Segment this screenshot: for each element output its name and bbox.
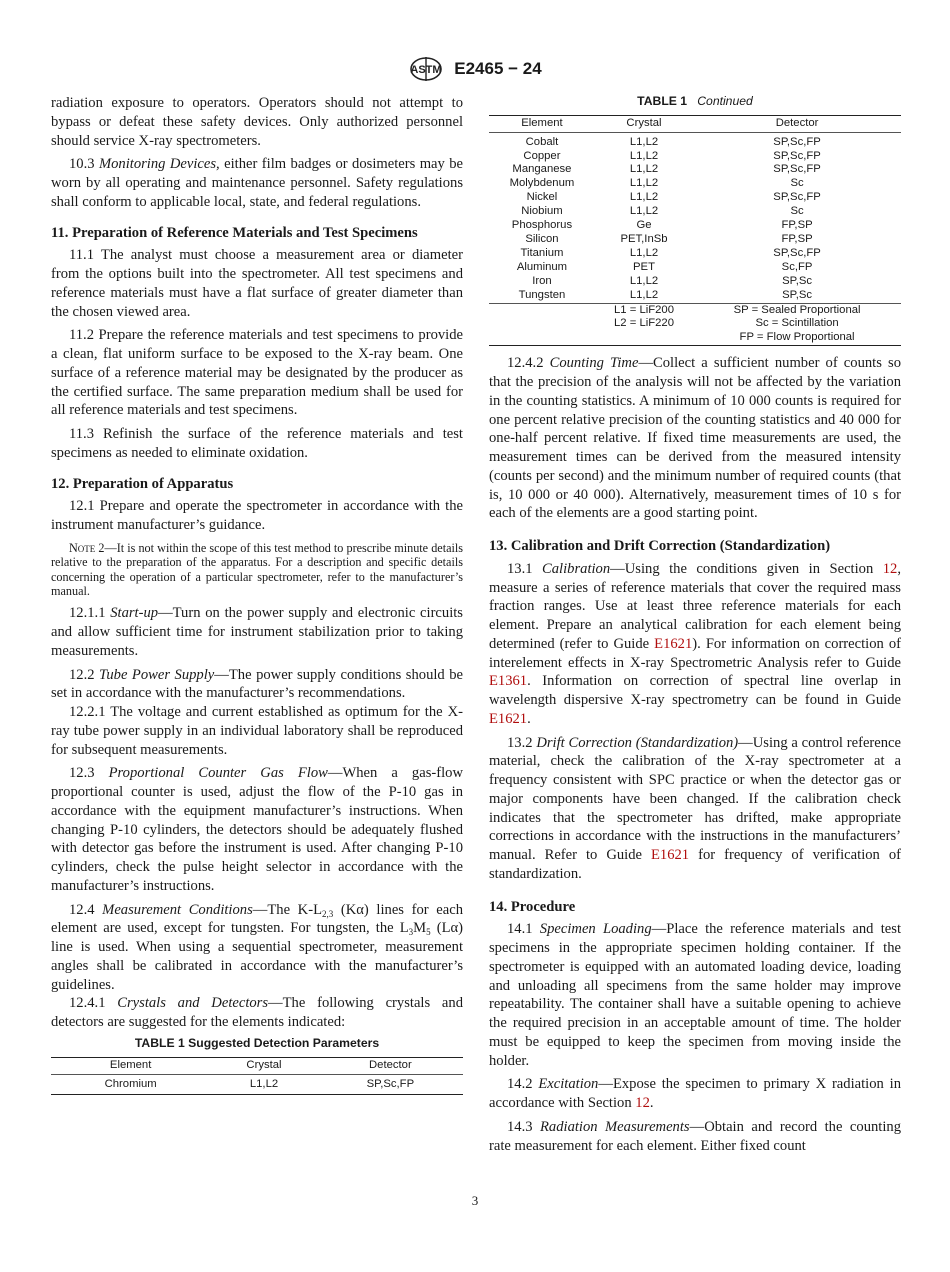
- table-1-continued-caption: TABLE 1 Continued: [637, 94, 753, 108]
- paragraph-12-2: 12.2 Tube Power Supply—The power supply conditions should be set in accordance with the manufacturer’s recommendations.: [51, 666, 463, 702]
- table-row: Phosphorus Ge FP,SP: [511, 219, 813, 232]
- astm-logo-icon: [408, 56, 444, 82]
- note-2: Note 2—It is not within the scope of this test method to prescribe minute details relative to the preparation of the apparatus. For a description and specific details concerning the operation of a particular spectrometer, refer to the manufacturer’s manual.: [51, 540, 464, 598]
- table-row: Cobalt L1,L2 SP,Sc,FP: [525, 135, 821, 148]
- column-header: Crystal: [595, 115, 693, 132]
- paragraph-13-2: 13.2 Drift Correction (Standardization)—Using a control reference material, check the calibration of the X-ray spectrometer at a frequency consistent with SPC practice or when the detector gas or major components have been changed. If the calibration check indicates that the spectrometer has drifted, make appropriate corrections in accordance with the instructions in the manufacturers’ manual. Refer to Guide E1621 for frequency of verification of standardization.: [489, 734, 902, 882]
- table-row: Chromium L1,L2 SP,Sc,FP: [51, 1074, 463, 1095]
- standard-designation: E2465 − 24: [454, 59, 542, 78]
- paragraph-12-4-1: 12.4.1 Crystals and Detectors—The following crystals and detectors are suggested for the elements indicated:: [51, 995, 463, 1031]
- section-heading-14: 14. Procedure: [489, 898, 576, 915]
- section-heading-13: 13. Calibration and Drift Correction (Standardization): [489, 538, 831, 554]
- left-column: [51, 94, 463, 1095]
- e1361-link[interactable]: E1361: [489, 673, 528, 690]
- paragraph-intro: radiation exposure to operators. Operators should not attempt to bypass or defeat these safety devices. Only authorized personnel should service X-ray spectrometers.: [51, 95, 463, 149]
- paragraph-12-1-1: 12.1.1 Start-up—Turn on the power supply and electronic circuits and allow sufficient time for instrument stabilization prior to taking measurements.: [51, 605, 463, 659]
- paragraph-10-3: 10.3 Monitoring Devices, either film badges or dosimeters may be worn by all operating and maintenance personnel. Safety regulations shall conform to applicable local, state, and federal regulations.: [51, 156, 464, 210]
- right-column: [489, 94, 901, 1160]
- paragraph-11-1: 11.1 The analyst must choose a measurement area or diameter from the options built into the spectrometer. All test specimens and reference materials must have a flat surface of greater diameter than the chosen viewed area.: [51, 247, 463, 320]
- page-header: [0, 56, 950, 82]
- paragraph-14-1: 14.1 Specimen Loading—Place the reference materials and test specimens in the appropriate specimen holding container. If the spectrometer is equipped with an automated loading device, loading and unloading all specimens from the same holder may improve repeatability. The container shall have a suitable opening to achieve the required precision in an acceptable amount of time. The holder must be equipped to keep the specimen from moving inside the holder.: [489, 921, 901, 1069]
- paragraph-12-3: 12.3 Proportional Counter Gas Flow—When a gas-flow proportional counter is used, adjust the flow of the P-10 gas in accordance with the equipment manufacturer’s instructions. When changing P-10 cylinders, the detectors should be adequately flushed with detector gas before the instrument is used. After changing P-10 cylinders, check the pulse height selector in accordance with the manufacturer’s instructions.: [51, 765, 464, 894]
- e1621-link[interactable]: E1621: [654, 635, 693, 652]
- section-12-link[interactable]: 12: [635, 1095, 650, 1111]
- table-row: Titanium L1,L2 SP,Sc,FP: [520, 246, 821, 259]
- paragraph-14-2: 14.2 Excitation—Expose the specimen to primary X radiation in accordance with Section 12.: [489, 1076, 902, 1111]
- column-header: Detector: [318, 1057, 463, 1074]
- paragraph-12-4-2: 12.4.2 Counting Time—Collect a sufficient number of counts so that the precision of the analysis will not be affected by the variation in the counting statistics. A minimum of 10 000 counts is required for one percent relative precision of the counting statistics and 40 000 for one-half percent relative. If fixed time measurements are used, the measurement times can be derived from the measured intensity (counts per second) and the minimum number of required counts (that is, 10 000 or 40 000). Alternatively, measurement times of 10 s for each of the elements are a good starting point.: [489, 355, 901, 522]
- column-header: Element: [489, 115, 595, 132]
- table-legend-row: L1 = LiF200 SP = Sealed Proportional: [489, 303, 901, 317]
- column-header: Detector: [693, 115, 901, 132]
- table-row: Copper L1,L2 SP,Sc,FP: [523, 149, 821, 162]
- section-heading-12: 12. Preparation of Apparatus: [51, 475, 234, 492]
- column-header: Crystal: [210, 1057, 317, 1074]
- table-1: [51, 1057, 463, 1096]
- table-row: Manganese L1,L2 SP,Sc,FP: [512, 163, 821, 176]
- column-header: Element: [51, 1057, 210, 1074]
- e1621-link[interactable]: E1621: [651, 847, 690, 863]
- e1621-link[interactable]: E1621: [489, 710, 528, 727]
- table-legend-row: L2 = LiF220 Sc = Scintillation: [614, 317, 839, 330]
- table-row: Molybdenum L1,L2 Sc: [509, 177, 804, 190]
- section-12-link[interactable]: 12: [882, 560, 898, 577]
- paragraph-12-1: 12.1 Prepare and operate the spectrometer in accordance with the instrument manufacturer’s guidance.: [51, 498, 463, 533]
- paragraph-12-4: 12.4 Measurement Conditions—The $K-L_{2,3}$ (Kα) lines for each element are used, except for tungsten. For tungsten, the $L_3M_5$ (Lα) line is used. When using a sequential spectrometer, measurement angles shall be calibrated in accordance with the manufacturer’s guidelines.: [51, 901, 463, 993]
- table-row: Niobium L1,L2 Sc: [521, 205, 804, 218]
- paragraph-13-1: 13.1 Calibration—Using the conditions given in Section 12, measure a series of reference materials that cover the required mass fraction ranges. Use at least three reference materials for each element. Prepare an analytical calibration for each element being determined (refer to Guide E1621). For information on correction of interelement effects in X-ray Spectrometric Analysis refer to Guide E1361. Information on correction of spectral line overlap in wavelength dispersive X-ray spectrometry can be found in Guide E1621.: [489, 560, 901, 727]
- table-row: Tungsten L1,L2 SP,Sc: [518, 288, 813, 301]
- table-1-caption: TABLE 1 Suggested Detection Parameters: [134, 1035, 380, 1050]
- table-row: Nickel L1,L2 SP,Sc,FP: [526, 191, 821, 204]
- paragraph-14-3: 14.3 Radiation Measurements—Obtain and record the counting rate measurement for each element. Either fixed count: [489, 1118, 901, 1154]
- page-number: 3: [471, 1193, 479, 1208]
- table-row: Iron L1,L2 SP,Sc: [532, 274, 813, 287]
- table-row: Silicon PET,InSb FP,SP: [525, 233, 813, 245]
- table-row: Aluminum PET Sc,FP: [516, 260, 813, 273]
- paragraph-11-3: 11.3 Refinish the surface of the reference materials and test specimens as needed to eliminate oxidation.: [51, 426, 463, 461]
- svg-text:ASTM: ASTM: [410, 64, 442, 76]
- table-1-continued: [489, 115, 901, 347]
- table-legend-row: FP = Flow Proportional: [489, 331, 901, 345]
- section-heading-11: 11. Preparation of Reference Materials and Test Specimens: [51, 224, 418, 241]
- paragraph-11-2: 11.2 Prepare the reference materials and test specimens to provide a clean, flat uniform surface to be exposed to the X-ray beam. One surface of a reference material may be designated by the producer as the certified surface. The same preparation medium shall be used for all reference materials and test specimens.: [51, 327, 463, 419]
- paragraph-12-2-1: 12.2.1 The voltage and current established as optimum for the X-ray tube power supply in an individual laboratory shall be reproduced for subsequent measurements.: [51, 704, 463, 758]
